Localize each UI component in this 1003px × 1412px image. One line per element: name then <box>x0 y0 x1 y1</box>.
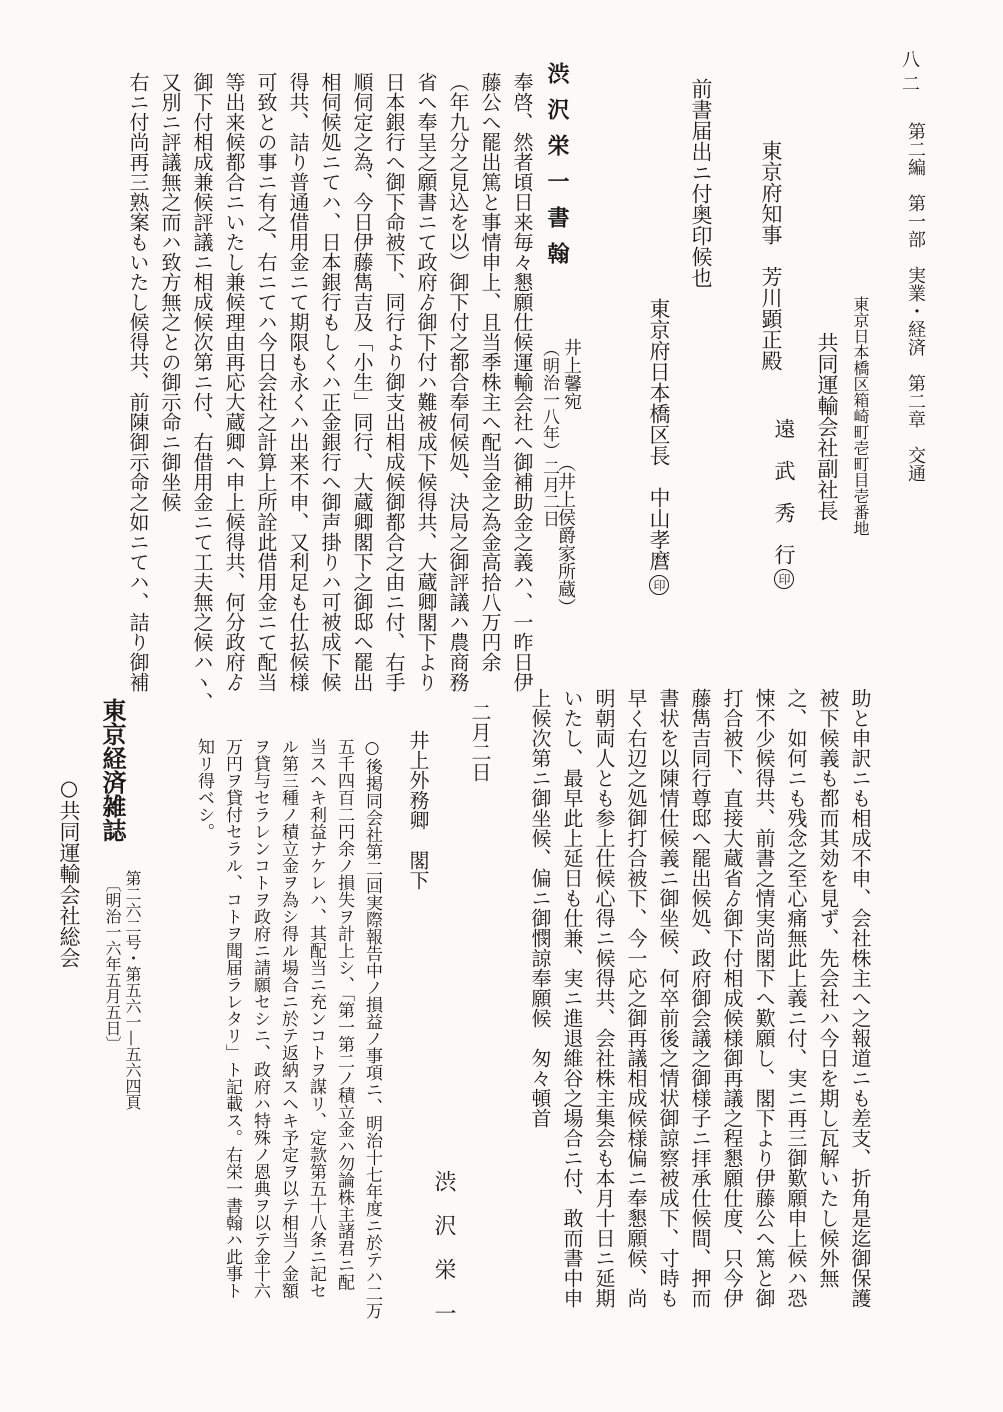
running-header: 第二編 第一部 実業・経済 第二章 交通 <box>905 122 926 482</box>
note-line: 当スヘキ利益ナケレハ、其配当ニ充ンコトヲ謀リ、定款第五十八条ニ記セ <box>306 738 326 1299</box>
body-line: 御下付相成兼候評議ニ相成候次第ニ付、右借用金ニて工夫無之候ハヽ、 <box>190 72 214 712</box>
body-line: 上候次第ニ御坐候、偏ニ御憫諒奉願候 匆々頓首 <box>528 688 552 1128</box>
seal-mark: 印 <box>649 575 669 595</box>
body-line: 日本銀行へ御下命被下、同行より御支出相成候御都合之由ニ付、右手 <box>382 72 406 692</box>
body-line: 可致との事ニ有之、右ニてハ今日会社之計算上所詮此借用金ニて配当 <box>254 72 278 692</box>
note-line: ○後掲同会社第二回実際報告中ノ損益ノ事項ニ、明治十七年度ニ於テハ二万 <box>362 738 382 1319</box>
ward-chief-block <box>648 298 669 595</box>
body-line: 打合被下、直接大蔵省ゟ御下付相成候様御再議之程懇願仕度、只今伊 <box>720 688 744 1308</box>
addressee-governor: 東京府知事 芳川顕正殿 <box>759 140 783 371</box>
body-line: 右ニ付尚再三熟案もいたし候得共、前陳御示命之如ニてハ、詰り御補 <box>126 72 150 692</box>
magazine-issue: 第二六二号・第五六一—五六四頁 <box>123 870 142 1110</box>
body-line: 被下候義も都而其効を見ず、先会社ハ今日を期し瓦解いたし候外無 <box>816 688 840 1288</box>
letter-date: （明治一八年）二月二日 <box>539 340 559 527</box>
body-line: 悚不少候得共、前書之情実尚閣下へ歎願し、閣下より伊藤公へ篤と御 <box>752 688 776 1308</box>
letter-recipient: 井上馨宛 <box>561 338 582 410</box>
body-line: 順伺定之為、今日伊藤雋吉及「小生」同行、大蔵卿閣下之御邸へ罷出 <box>350 72 374 692</box>
endorsement-line: 前書届出ニ付奥印候也 <box>689 78 713 288</box>
body-line: 藤公へ罷出篤と事情申上、且当季株主へ配当金之為金高拾八万円余 <box>478 72 502 672</box>
note-line: 万円ヲ貸付セラル、コトヲ聞届ラレタリ」ト記載ス。右栄一書翰ハ此事ト <box>222 738 242 1299</box>
magazine-date: 〔明治一六年五月五日〕 <box>103 876 122 1052</box>
note-line: ヲ貸与セラレンコトヲ政府ニ請願セシニ、政府ハ特殊ノ恩典ヲ以テ金十六 <box>250 738 270 1299</box>
closing-date: 二月二日 <box>468 702 492 782</box>
ward-chief-name: 東京府日本橋区長 中山孝麿 <box>647 298 671 571</box>
body-line: 明朝両人とも参上仕候心得ニ候得共、会社株主集会も本月十日ニ延期 <box>592 688 616 1308</box>
body-line: 助と申訳ニも相成不申、会社株主へ之報道ニも差支、折角是迄御保護 <box>848 688 872 1308</box>
page-number: 八二 <box>899 50 920 98</box>
note-line: 知リ得ベシ。 <box>194 738 214 840</box>
body-line: 藤雋吉同行尊邸へ罷出候処、政府御会議之御様子ニ拝承仕候間、押而 <box>688 688 712 1308</box>
magazine-title: 東京経済雑誌 <box>98 698 127 842</box>
body-line: いたし、最早此上延日も仕兼、実ニ進退維谷之場合ニ付、敢而書中申 <box>560 688 584 1308</box>
body-line: 之、如何ニも残念之至心痛無此上義ニ付、実ニ再三御歎願申上候ハ恐 <box>784 688 808 1308</box>
sender-organization: 共同運輸会社副社長 <box>815 332 839 521</box>
sender-address: 東京日本橋区箱崎町壱町目壱番地 <box>851 296 870 536</box>
seal-mark: 印 <box>774 569 794 589</box>
body-line: 相伺候処ニてハ、日本銀行もしくハ正金銀行へ御声掛りハ可被成下候 <box>318 72 342 692</box>
letter-title: 渋沢栄一書翰 <box>544 62 570 278</box>
body-line: 書状を以陳情仕候義ニ御坐候、何卒前後之情状御諒察被成下、寸時も <box>656 688 680 1308</box>
note-line: 五千四百二円余ノ損失ヲ計上シ、「第一第二ノ積立金ハ勿論株主諸君ニ配 <box>334 738 354 1291</box>
closing-signer: 渋 沢 栄 一 <box>431 1170 456 1324</box>
body-line: 又別ニ評議無之而ハ致方無之との御示命ニ御坐候 <box>158 72 182 512</box>
body-line: 省へ奉呈之願書ニて政府ゟ御下付ハ難被成下候得共、大蔵卿閣下より <box>414 72 438 692</box>
body-line: 得共、詰り普通借用金ニて期限も永くハ出来不申、又利足も仕払候様 <box>286 72 310 692</box>
magazine-article-heading: ○共同運輸会社総会 <box>57 776 81 968</box>
body-line: 奉啓、然者頃日来毎々懇願仕候運輸会社へ御補助金之義ハ、一昨日伊 <box>510 72 534 692</box>
sender-name-block <box>773 418 794 589</box>
body-line: （年九分之見込を以）御下付之都合奉伺候処、決局之御評議ハ農商務 <box>446 72 470 692</box>
body-line: 早く右辺之処御打合被下、今一応之御再議相成候様偏ニ奉懇願候、尚 <box>624 688 648 1308</box>
note-line: ル第三種ノ積立金ヲ為シ得ル場合ニ於テ返納スヘキ予定ヲ以テ相当ノ金額 <box>278 738 298 1299</box>
sender-name: 遠 武 秀 行 <box>772 418 796 565</box>
letter-source: （井上侯爵家所蔵） <box>555 454 576 616</box>
body-line: 等出来候都合ニいたし兼候理由再応大蔵卿へ申上候得共、何分政府ゟ <box>222 72 246 692</box>
closing-addressee: 井上外務卿 閣下 <box>406 730 430 890</box>
